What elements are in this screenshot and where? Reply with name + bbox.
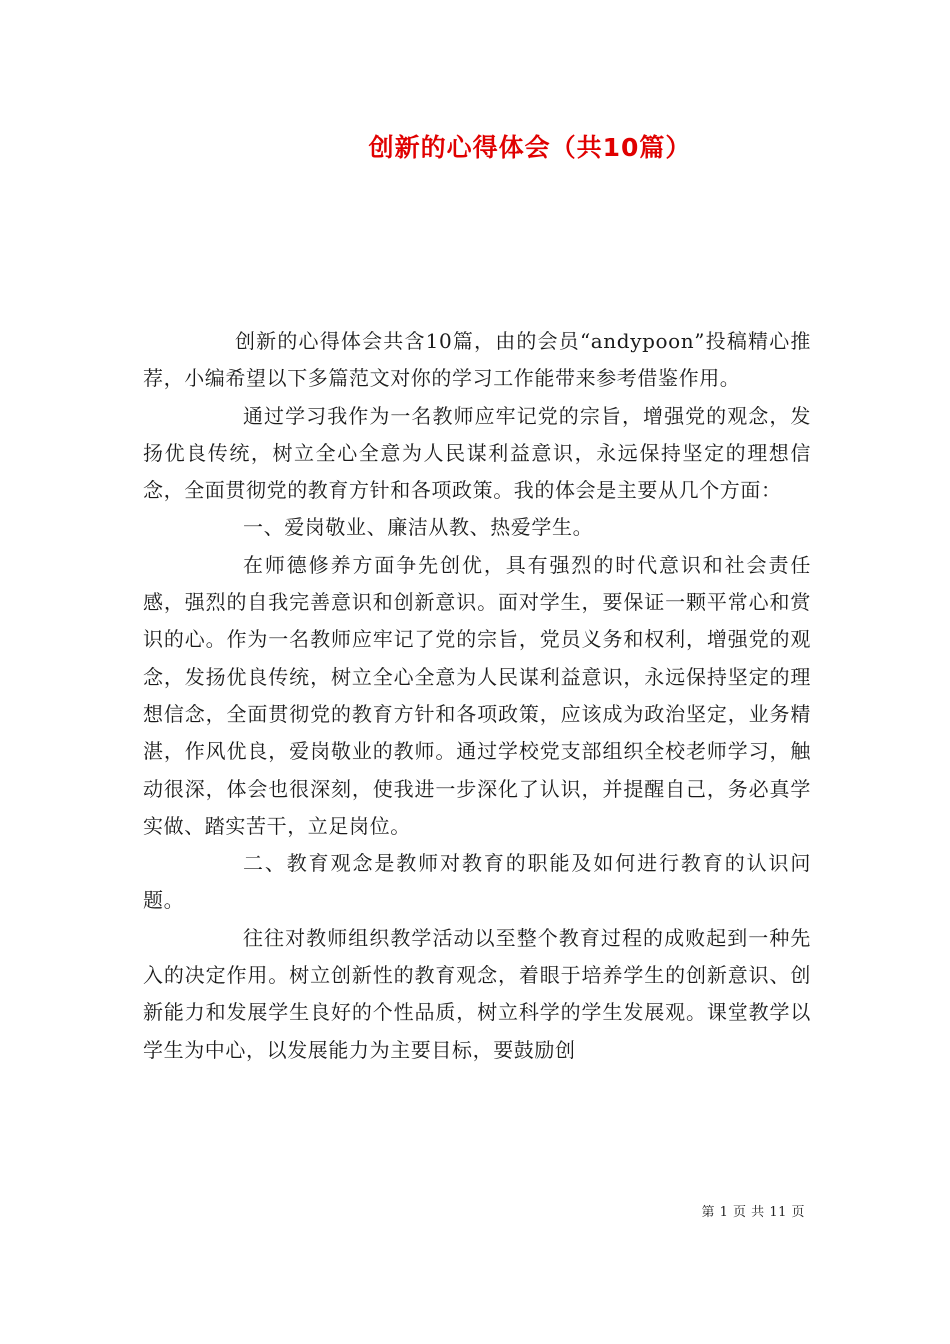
body-paragraph: 在师德修养方面争先创优，具有强烈的时代意识和社会责任感，强烈的自我完善意识和创新意识。面对学生，要保证一颗平常心和赏识的心。作为一名教师应牢记了党的宗旨，党员义务和权利，增强党的观念，发扬优良传统，树立全心全意为人民谋利益意识，永远保持坚定的理想信念，全面贯彻党的教育方针和各项政策，应该成为政治坚定，业务精湛，作风优良，爱岗敬业的教师。通过学校党支部组织全校老师学习，触动很深，体会也很深刻，使我进一步深化了认识，并提醒自己，务必真学实做、踏实苦干，立足岗位。 <box>143 552 811 838</box>
intro-paragraph: 创新的心得体会共含10篇，由的会员“andypoon”投稿精心推荐，小编希望以下多篇范文对你的学习工作能带来参考借鉴作用。 <box>143 329 811 391</box>
body-paragraph: 往往对教师组织教学活动以至整个教育过程的成败起到一种先入的决定作用。树立创新性的教育观念，着眼于培养学生的创新意识、创新能力和发展学生良好的个性品质，树立科学的学生发展观。课堂教学以学生为中心，以发展能力为主要目标，要鼓励创 <box>143 925 811 1062</box>
section-heading-1: 一、爱岗敬业、廉洁从教、热爱学生。 <box>243 515 594 540</box>
document-title: 创新的心得体会（共10篇） <box>368 133 692 162</box>
body-paragraph: 通过学习我作为一名教师应牢记党的宗旨，增强党的观念，发扬优良传统，树立全心全意为人民谋利益意识，永远保持坚定的理想信念，全面贯彻党的教育方针和各项政策。我的体会是主要从几个方面： <box>143 403 811 503</box>
document-body <box>143 323 811 1069</box>
section-heading-2: 二、教育观念是教师对教育的职能及如何进行教育的认识问题。 <box>143 851 811 913</box>
page-number-footer: 第 1 页 共 11 页 <box>701 1205 805 1220</box>
